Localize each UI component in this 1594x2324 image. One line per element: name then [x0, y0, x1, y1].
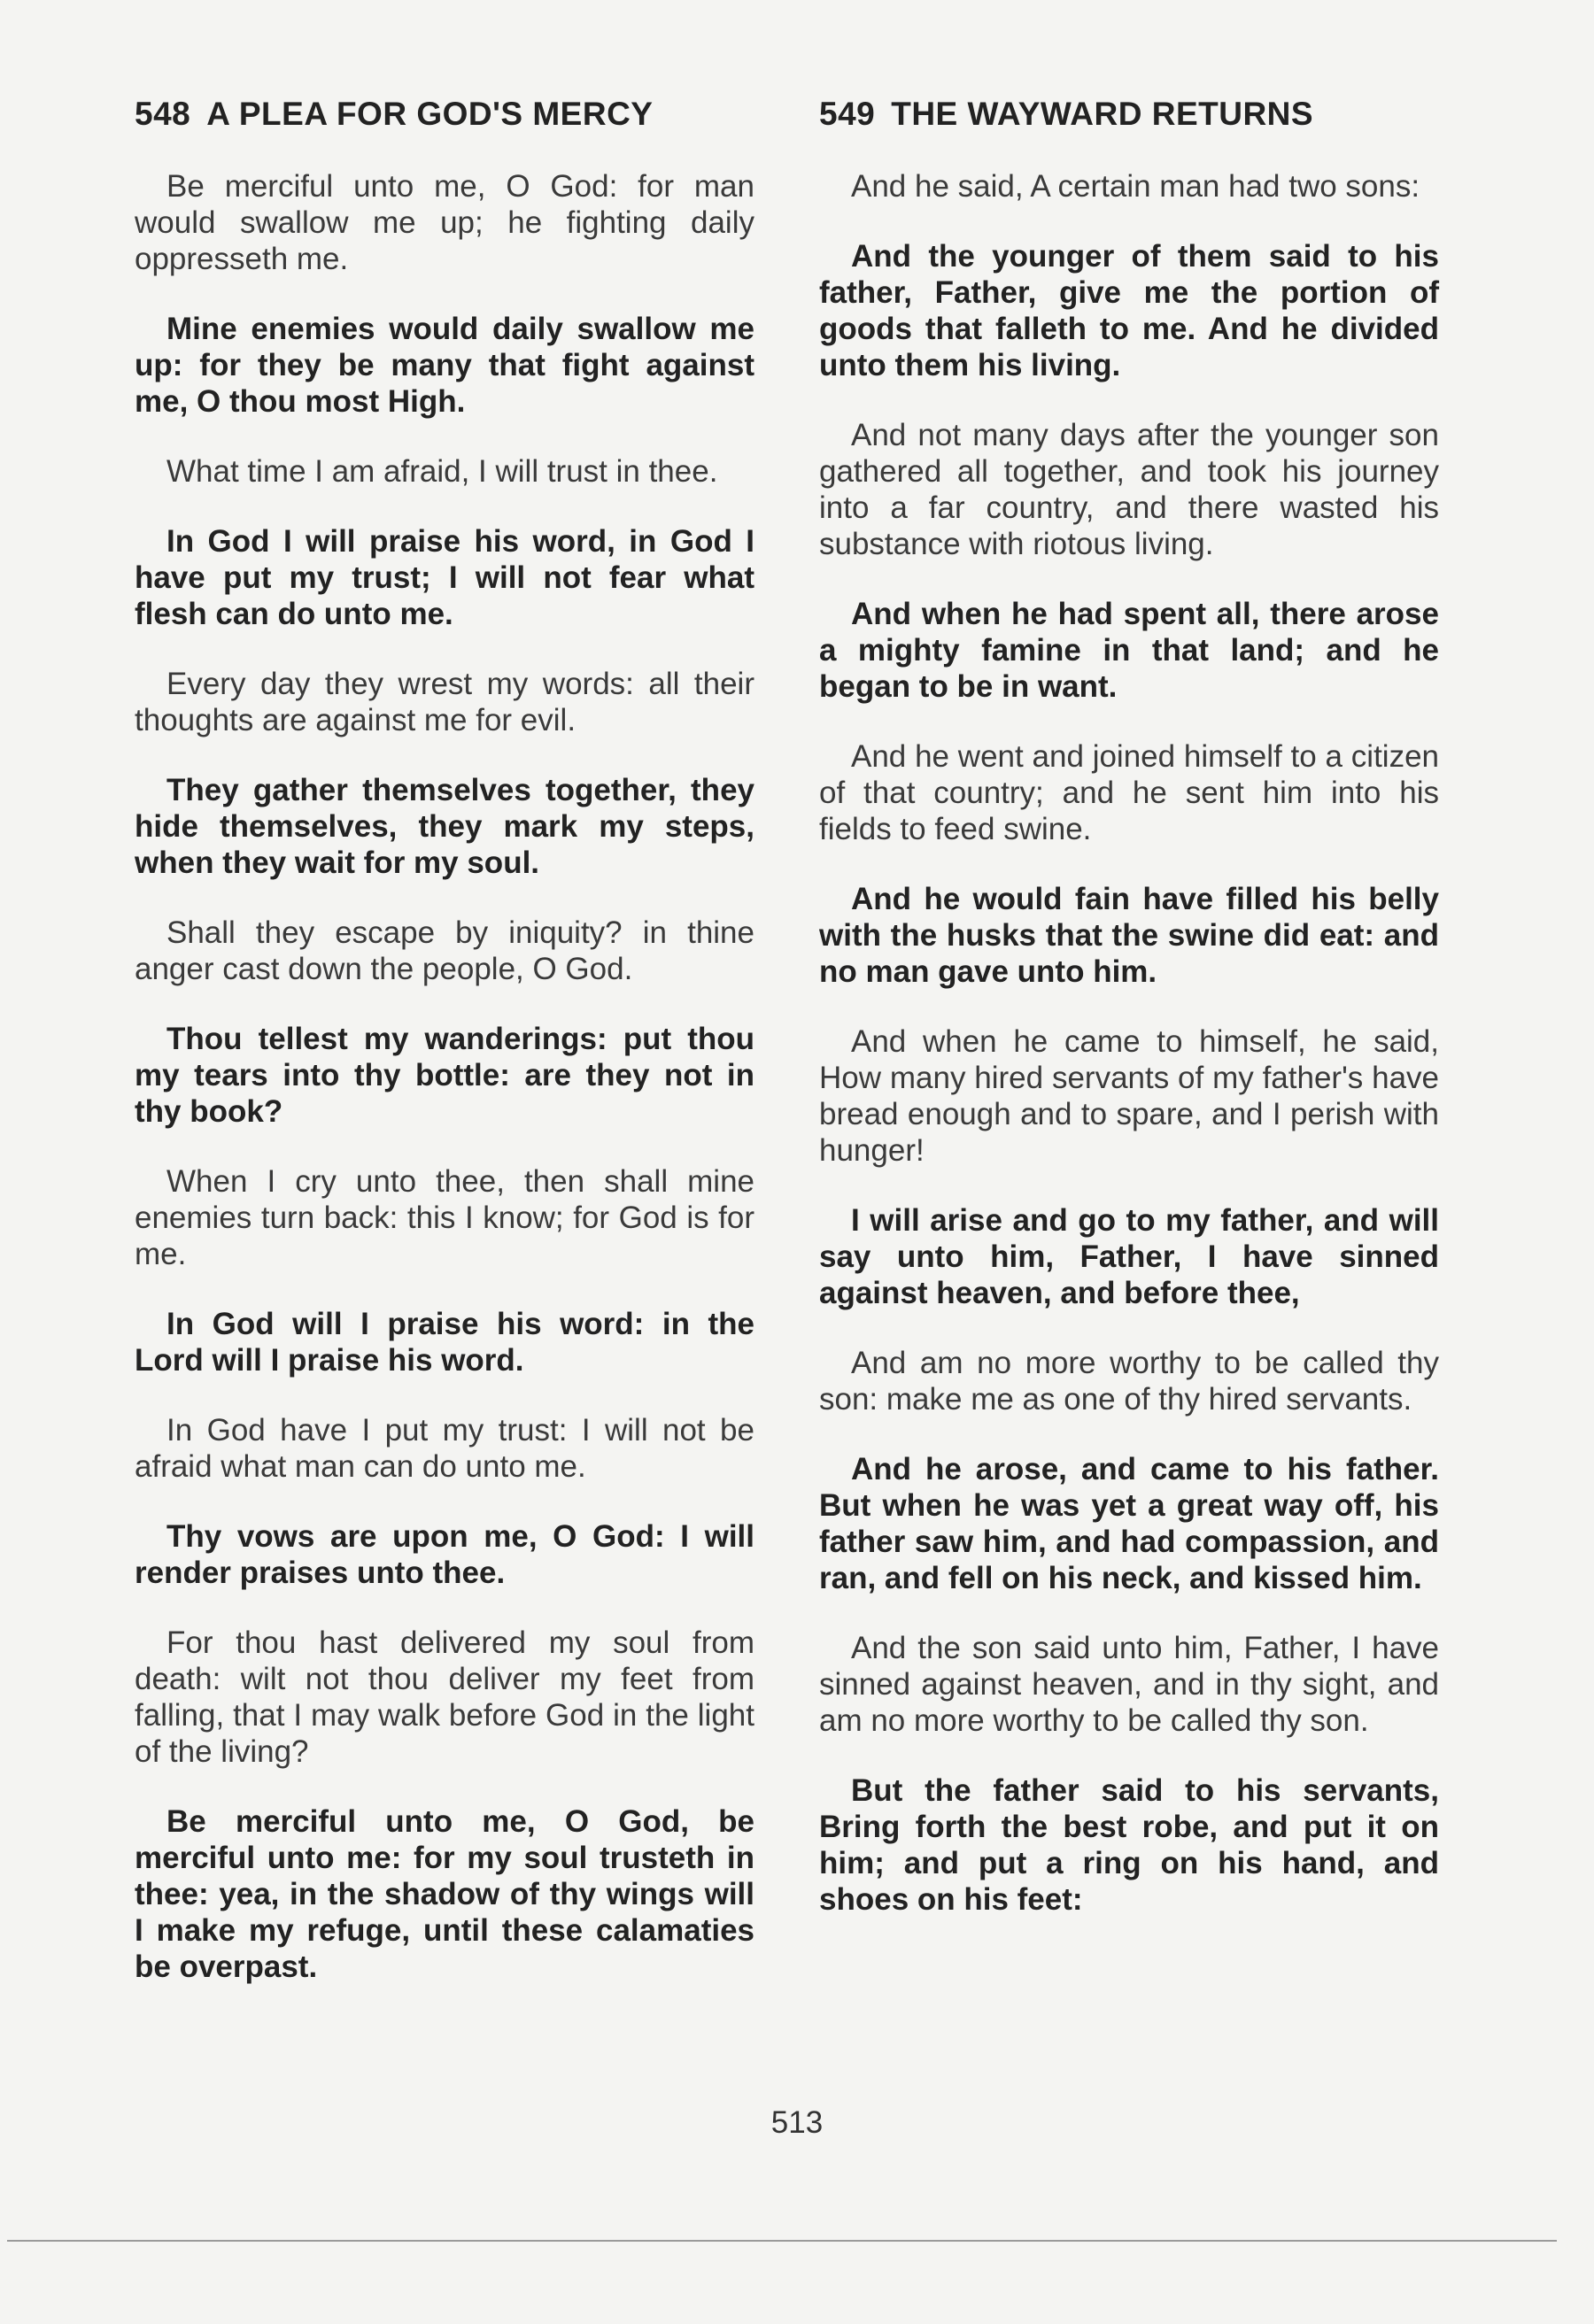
reading-548 — [135, 96, 754, 2019]
leader-verse: For thou hast delivered my soul from death: wilt not thou deliver my feet from falling, that I may walk before God in the light of the living? — [135, 1625, 754, 1769]
congregation-verse: Be merciful unto me, O God, be merciful unto me: for my soul trusteth in thee: yea, in the shadow of thy wings will I make my refuge, until these calamaties be overpast. — [135, 1804, 754, 1984]
reading-title: THE WAYWARD RETURNS — [891, 96, 1314, 132]
leader-verse: And the son said unto him, Father, I have sinned against heaven, and in thy sight, and am no more worthy to be called thy son. — [819, 1631, 1439, 1738]
leader-verse: And not many days after the younger son gathered all together, and took his journey into a far country, and there wasted his substance with riotous living. — [819, 418, 1439, 561]
reading-number: 549 — [819, 96, 876, 132]
congregation-verse: And the younger of them said to his father, Father, give me the portion of goods that falleth to me. And he divided unto them his living. — [819, 239, 1439, 382]
page-number: 513 — [770, 2105, 824, 2140]
verse-list — [135, 168, 754, 1985]
congregation-verse: And he arose, and came to his father. But when he was yet a great way off, his father saw him, and had compassion, and ran, and fell on his neck, and kissed him. — [819, 1452, 1439, 1595]
leader-verse: And he went and joined himself to a citizen of that country; and he sent him into his fields to feed swine. — [819, 739, 1439, 846]
leader-verse: And he said, A certain man had two sons: — [851, 169, 1420, 204]
leader-verse: Every day they wrest my words: all their thoughts are against me for evil. — [135, 667, 754, 737]
congregation-verse: In God will I praise his word: in the Lord will I praise his word. — [135, 1307, 754, 1378]
reading-549 — [819, 96, 1439, 1951]
leader-verse: In God have I put my trust: I will not be afraid what man can do unto me. — [135, 1413, 754, 1484]
reading-heading — [819, 96, 1439, 135]
congregation-verse: They gather themselves together, they hide themselves, they mark my steps, when they wait for my soul. — [135, 773, 754, 880]
leader-verse: And when he came to himself, he said, How many hired servants of my father's have bread enough and to spare, and I perish with hunger! — [819, 1024, 1439, 1168]
verse-list — [819, 168, 1439, 1918]
reading-heading — [135, 96, 754, 135]
leader-verse: Be merciful unto me, O God: for man would swallow me up; he fighting daily oppresseth me. — [135, 169, 754, 276]
congregation-verse: In God I will praise his word, in God I have put my trust; I will not fear what flesh can do unto me. — [135, 524, 754, 631]
congregation-verse: And he would fain have filled his belly with the husks that the swine did eat: and no man gave unto him. — [819, 882, 1439, 989]
leader-verse: And am no more worthy to be called thy son: make me as one of thy hired servants. — [819, 1346, 1439, 1417]
congregation-verse: Mine enemies would daily swallow me up: for they be many that fight against me, O thou most High. — [135, 312, 754, 419]
congregation-verse: Thy vows are upon me, O God: I will render praises unto thee. — [135, 1519, 754, 1590]
reading-number: 548 — [135, 96, 191, 132]
leader-verse: When I cry unto thee, then shall mine enemies turn back: this I know; for God is for me. — [135, 1164, 754, 1271]
congregation-verse: And when he had spent all, there arose a mighty famine in that land; and he began to be in want. — [819, 597, 1439, 704]
congregation-verse: I will arise and go to my father, and will say unto him, Father, I have sinned against heaven, and before thee, — [819, 1203, 1439, 1310]
congregation-verse: But the father said to his servants, Bring forth the best robe, and put it on him; and put a ring on his hand, and shoes on his feet: — [819, 1773, 1439, 1917]
congregation-verse: Thou tellest my wanderings: put thou my tears into thy bottle: are they not in thy book? — [135, 1022, 754, 1129]
leader-verse: Shall they escape by iniquity? in thine anger cast down the people, O God. — [135, 915, 754, 986]
bottom-rule — [7, 2240, 1557, 2242]
leader-verse: What time I am afraid, I will trust in thee. — [166, 454, 718, 489]
reading-title: A PLEA FOR GOD'S MERCY — [206, 96, 654, 132]
